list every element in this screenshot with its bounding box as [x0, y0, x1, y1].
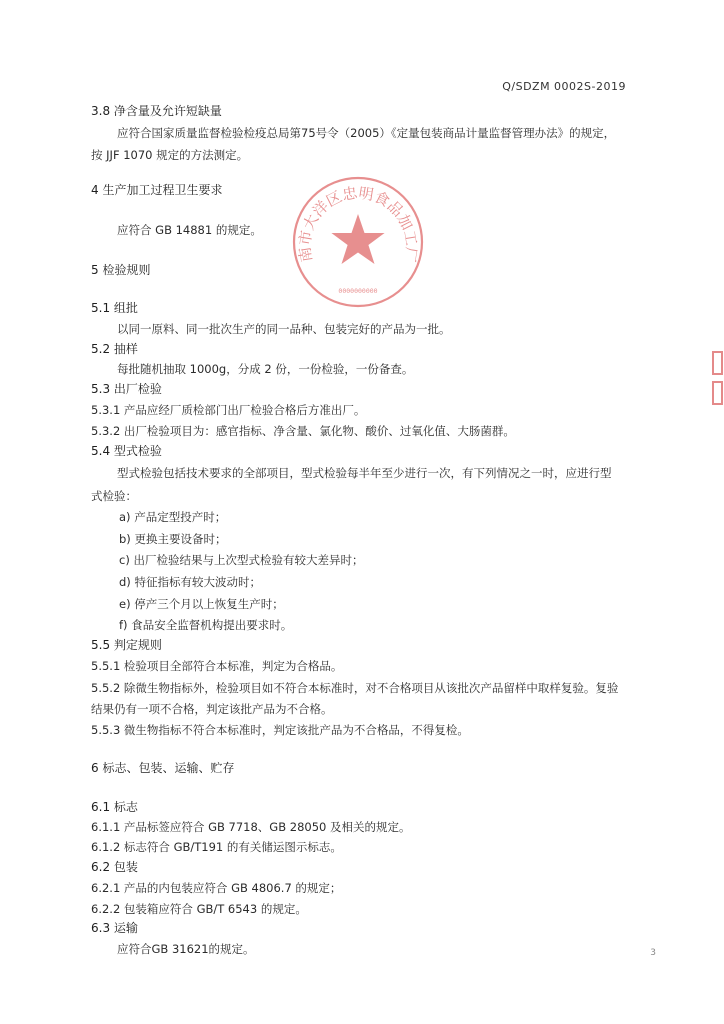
body-text-line: 5.5.2 除微生物指标外，检验项目如不符合本标准时，对不合格项目从该批次产品留样中取样复验。复验 [91, 681, 619, 695]
section-heading: 4 生产加工过程卫生要求 [91, 183, 223, 197]
standard-code: Q/SDZM 0002S-2019 [502, 80, 626, 93]
body-text-line: 应符合国家质量监督检验检疫总局第75号令（2005）《定量包装商品计量监督管理办法》的规定， [117, 126, 616, 140]
seal-arc-text: 南市大洋区忠明食品加工厂 [295, 183, 421, 264]
body-text-line: 5.5.3 微生物指标不符合本标准时，判定该批产品为不合格品，不得复检。 [91, 723, 469, 737]
section-heading: 5.4 型式检验 [91, 444, 162, 458]
body-text-line: 每批随机抽取 1000g，分成 2 份，一份检验，一份备查。 [117, 362, 414, 376]
section-heading: 5 检验规则 [91, 263, 151, 277]
body-text-line: 6.1.2 标志符合 GB/T191 的有关储运图示标志。 [91, 840, 342, 854]
section-heading: 5.5 判定规则 [91, 638, 162, 652]
body-text-line: 6.1.1 产品标签应符合 GB 7718、GB 28050 及相关的规定。 [91, 820, 411, 834]
page-number: 3 [650, 948, 656, 958]
body-text-line: 应符合 GB 14881 的规定。 [117, 223, 262, 237]
section-heading: 5.1 组批 [91, 301, 138, 315]
body-text-line: 型式检验包括技术要求的全部项目，型式检验每半年至少进行一次，有下列情况之一时，应进行型 [117, 466, 612, 480]
section-heading: 3.8 净含量及允许短缺量 [91, 104, 222, 118]
body-text-line: f) 食品安全监督机构提出要求时。 [119, 618, 293, 632]
body-text-line: 6.2.2 包装箱应符合 GB/T 6543 的规定。 [91, 902, 307, 916]
body-text-line: d) 特征指标有较大波动时； [119, 575, 261, 589]
body-text-line: 式检验： [91, 489, 137, 503]
body-text-line: b) 更换主要设备时； [119, 532, 227, 546]
body-text-line: 5.3.2 出厂检验项目为：感官指标、净含量、氯化物、酸价、过氧化值、大肠菌群。 [91, 424, 515, 438]
body-text-line: 以同一原料、同一批次生产的同一品种、包装完好的产品为一批。 [117, 322, 451, 336]
seal-serial: 0000000000 [338, 287, 378, 295]
body-text-line: a) 产品定型投产时； [119, 510, 227, 524]
company-seal [288, 172, 428, 312]
section-heading: 6.3 运输 [91, 921, 138, 935]
section-heading: 6.2 包装 [91, 860, 138, 874]
body-text-line: 结果仍有一项不合格，判定该批产品为不合格。 [91, 702, 333, 716]
seal-star [331, 214, 384, 264]
body-text-line: 按 JJF 1070 规定的方法测定。 [91, 148, 249, 162]
body-text-line: 应符合GB 31621的规定。 [117, 942, 255, 956]
edge-stamp-fragment [710, 346, 724, 410]
body-text-line: 5.3.1 产品应经厂质检部门出厂检验合格后方准出厂。 [91, 403, 366, 417]
body-text-line: c) 出厂检验结果与上次型式检验有较大差异时； [119, 553, 364, 567]
body-text-line: e) 停产三个月以上恢复生产时； [119, 597, 284, 611]
section-heading: 5.3 出厂检验 [91, 382, 162, 396]
section-heading: 6.1 标志 [91, 800, 138, 814]
section-heading: 6 标志、包装、运输、贮存 [91, 761, 235, 775]
section-heading: 5.2 抽样 [91, 342, 138, 356]
body-text-line: 5.5.1 检验项目全部符合本标准，判定为合格品。 [91, 659, 343, 673]
body-text-line: 6.2.1 产品的内包装应符合 GB 4806.7 的规定； [91, 881, 342, 895]
